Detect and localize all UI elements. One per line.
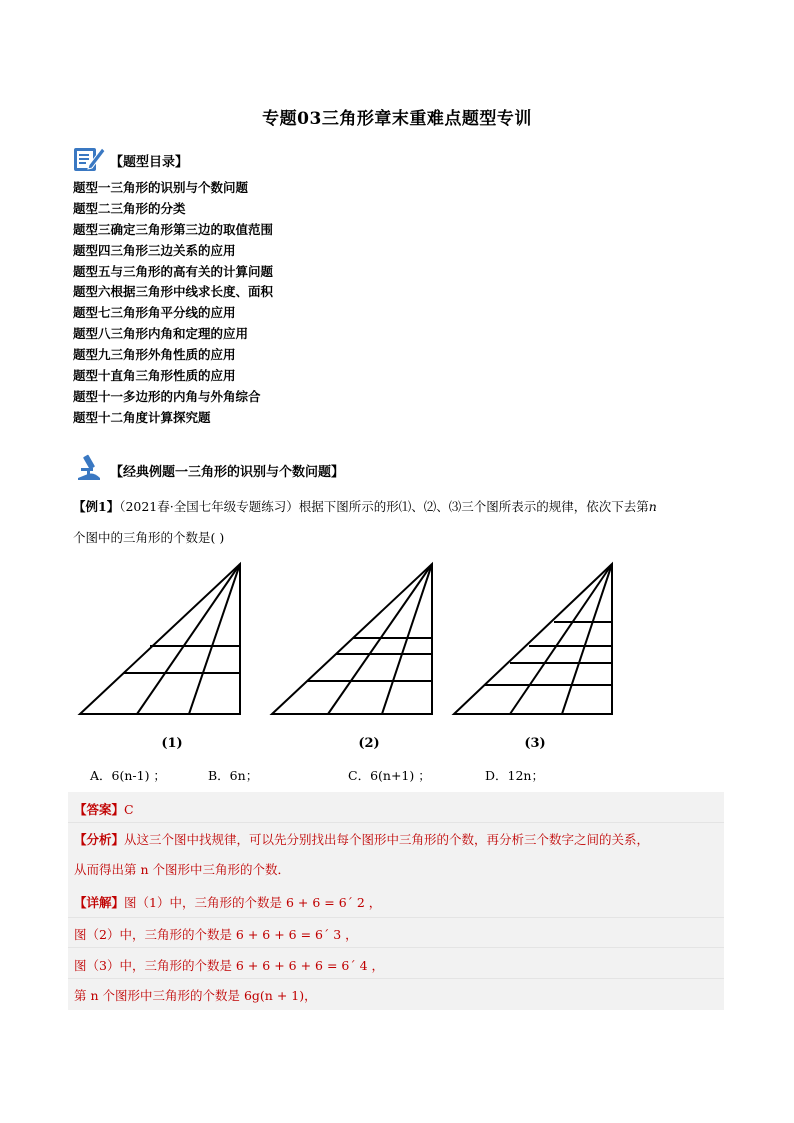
detail-tag: 【详解】 xyxy=(74,895,125,910)
analysis-tag: 【分析】 xyxy=(74,832,125,847)
figure-2-drawing xyxy=(272,564,432,714)
question-var-n: n xyxy=(648,499,657,514)
answer-value: C xyxy=(124,802,134,817)
toc-item: 题型九三角形外角性质的应用 xyxy=(73,347,236,363)
toc-item: 题型八三角形内角和定理的应用 xyxy=(73,326,249,342)
page-title: 专题03三角形章末重难点题型专训 xyxy=(262,109,532,129)
figure-label: (1) xyxy=(161,736,183,751)
toc-list xyxy=(73,178,273,429)
divider xyxy=(68,978,724,979)
divider xyxy=(68,917,724,918)
answer-tag: 【答案】 xyxy=(74,802,125,817)
detail-line-1 xyxy=(74,893,381,911)
microscope-icon xyxy=(72,453,106,487)
toc-item: 题型三确定三角形第三边的取值范围 xyxy=(73,221,274,237)
figure-group xyxy=(70,560,630,759)
toc-header xyxy=(72,143,188,177)
toc-item: 题型二三角形的分类 xyxy=(73,200,186,216)
figure-3-drawing xyxy=(454,564,612,714)
detail-line-4: 第 n 个图形中三角形的个数是 6g(n + 1)， xyxy=(74,988,317,1003)
toc-item: 题型十直角三角形性质的应用 xyxy=(73,368,236,384)
divider xyxy=(68,822,724,823)
toc-item: 题型四三角形三边关系的应用 xyxy=(73,242,236,258)
options-row xyxy=(90,766,730,786)
option-d: D．12n； xyxy=(485,768,544,783)
toc-item: 题型五与三角形的高有关的计算问题 xyxy=(73,263,274,279)
example-tag: 【例1】 xyxy=(73,499,120,514)
detail-line-3: 图（3）中，三角形的个数是 6 + 6 + 6 + 6 = 6´ 4 ， xyxy=(74,958,385,973)
toc-item: 题型一三角形的识别与个数问题 xyxy=(73,180,249,195)
answer-line xyxy=(74,800,134,818)
example-header xyxy=(72,453,344,487)
divider xyxy=(68,947,724,948)
detail-text-1: 图（1）中，三角形的个数是 6 + 6 = 6´ 2 ， xyxy=(124,895,382,910)
toc-item: 题型十一多边形的内角与外角综合 xyxy=(73,388,261,404)
question-text-1: （2021春·全国七年级专题练习）根据下图所示的形⑴、⑵、⑶三个图所表示的规律，依次下去第 xyxy=(119,499,649,514)
figure-label: (2) xyxy=(358,736,380,751)
option-a: A．6(n-1) ； xyxy=(90,768,166,783)
toc-item: 题型七三角形角平分线的应用 xyxy=(73,305,236,321)
analysis-line-1 xyxy=(74,830,649,848)
option-b: B．6n； xyxy=(208,768,259,783)
analysis-text-1: 从这三个图中找规律，可以先分别找出每个图形中三角形的个数，再分析三个数字之间的关系， xyxy=(124,832,650,847)
figure-1-drawing xyxy=(80,564,240,714)
option-c: C．6(n+1) ； xyxy=(348,768,431,783)
example-header-label: 【经典例题一三角形的识别与个数问题】 xyxy=(110,464,345,480)
question-line-2: 个图中的三角形的个数是( ) xyxy=(73,530,225,545)
analysis-line-2: 从而得出第 n 个图形中三角形的个数． xyxy=(74,862,290,877)
notepad-pencil-icon xyxy=(72,143,106,177)
figure-label: (3) xyxy=(524,736,546,751)
question-line-1 xyxy=(73,497,657,515)
detail-line-2: 图（2）中，三角形的个数是 6 + 6 + 6 = 6´ 3 ， xyxy=(74,927,358,942)
toc-item: 题型六根据三角形中线求长度、面积 xyxy=(73,284,274,300)
toc-item: 题型十二角度计算探究题 xyxy=(73,409,211,425)
toc-header-label: 【题型目录】 xyxy=(110,154,189,170)
triangle-figures xyxy=(70,560,630,755)
